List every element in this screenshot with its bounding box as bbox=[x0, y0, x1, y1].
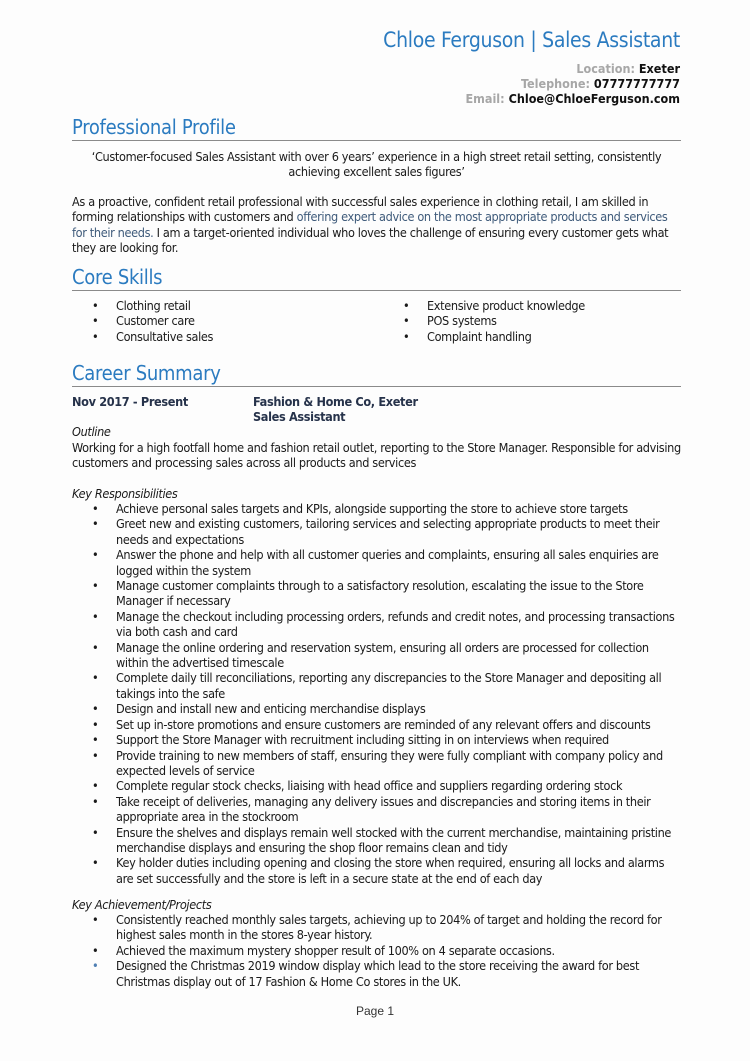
skills-list-left bbox=[72, 298, 372, 344]
outline-label: Outline bbox=[72, 424, 111, 439]
responsibility-item: • Provide training to new members of staff, ensuring they were fully compliant with company policy and expected levels of service bbox=[72, 748, 681, 779]
job-dates: Nov 2017 - Present bbox=[72, 394, 188, 409]
achievement-item: • Achieved the maximum mystery shopper result of 100% on 4 separate occasions. bbox=[72, 943, 681, 958]
responsibility-item: • Take receipt of deliveries, managing any delivery issues and discrepancies and storing items in their appropriate area in the stockroom bbox=[72, 794, 681, 825]
skill-item: • Complaint handling bbox=[383, 329, 683, 344]
page-number: Page 1 bbox=[355, 1004, 395, 1018]
section-heading-career: Career Summary bbox=[72, 361, 221, 385]
section-heading-profile: Professional Profile bbox=[72, 115, 236, 139]
document-title: Chloe Ferguson | Sales Assistant bbox=[383, 28, 680, 52]
section-divider bbox=[72, 140, 681, 141]
skill-item: • POS systems bbox=[383, 313, 683, 328]
telephone-line bbox=[521, 76, 680, 91]
job-outline: Working for a high footfall home and fashion retail outlet, reporting to the Store Manager. Responsible for advising customers and processing sales across all products and services bbox=[72, 440, 681, 471]
responsibility-item: • Greet new and existing customers, tailoring services and selecting appropriate products to meet their needs and expectations bbox=[72, 516, 681, 547]
skill-item: • Clothing retail bbox=[72, 298, 372, 313]
responsibility-item: • Ensure the shelves and displays remain well stocked with the current merchandise, maintaining pristine merchandise displays and ensuring the shop floor remains clean and tidy bbox=[72, 825, 681, 856]
responsibilities-list bbox=[72, 501, 681, 886]
achievements-label: Key Achievement/Projects bbox=[72, 897, 212, 912]
profile-quote-line: ‘Customer-focused Sales Assistant with over 6 years’ experience in a high street retail setting, consistently bbox=[91, 149, 662, 164]
responsibility-item: • Key holder duties including opening and closing the store when required, ensuring all locks and alarms are set successfully and the store is left in a secure state at the end of each day bbox=[72, 855, 681, 886]
responsibility-item: • Complete regular stock checks, liaising with head office and suppliers regarding ordering stock bbox=[72, 778, 681, 793]
skill-item: • Extensive product knowledge bbox=[383, 298, 683, 313]
location-label: Location: bbox=[576, 61, 635, 76]
responsibility-item: • Manage customer complaints through to a satisfactory resolution, escalating the issue to the Store Manager if necessary bbox=[72, 578, 681, 609]
achievements-list bbox=[72, 912, 681, 989]
responsibility-item: • Manage the checkout including processing orders, refunds and credit notes, and processing transactions via both cash and card bbox=[72, 609, 681, 640]
location-line bbox=[576, 61, 680, 76]
section-heading-skills: Core Skills bbox=[72, 265, 163, 289]
responsibility-item: • Set up in-store promotions and ensure customers are reminded of any relevant offers and discounts bbox=[72, 717, 681, 732]
responsibility-item: • Achieve personal sales targets and KPIs, alongside supporting the store to achieve store targets bbox=[72, 501, 681, 516]
profile-paragraph bbox=[72, 194, 681, 256]
profile-text: I am a target-oriented individual who loves the challenge of ensuring every customer gets what they are looking for. bbox=[72, 224, 669, 256]
section-divider bbox=[72, 386, 681, 387]
email-line bbox=[465, 91, 680, 106]
skill-item: • Consultative sales bbox=[72, 329, 372, 344]
email-label: Email: bbox=[465, 91, 505, 106]
telephone-value: 07777777777 bbox=[593, 76, 680, 91]
profile-quote bbox=[72, 149, 681, 180]
responsibility-item: • Complete daily till reconciliations, reporting any discrepancies to the Store Manager and depositing all takings into the safe bbox=[72, 670, 681, 701]
section-divider bbox=[72, 290, 681, 291]
responsibility-item: • Support the Store Manager with recruitment including sitting in on interviews when required bbox=[72, 732, 681, 747]
profile-highlight-text: offering expert advice on the most appropriate products and services for their needs. bbox=[72, 209, 668, 240]
job-role: Sales Assistant bbox=[253, 409, 346, 424]
email-value[interactable]: Chloe@ChloeFerguson.com bbox=[508, 91, 680, 106]
responsibility-item: • Manage the online ordering and reservation system, ensuring all orders are processed for collection within the advertised timescale bbox=[72, 640, 681, 671]
responsibilities-label: Key Responsibilities bbox=[72, 486, 178, 501]
achievement-item: • Designed the Christmas 2019 window display which lead to the store receiving the award for best Christmas display out of 17 Fashion & Home Co stores in the UK. bbox=[72, 958, 681, 989]
achievement-item: • Consistently reached monthly sales targets, achieving up to 204% of target and holding the record for highest sales month in the stores 8-year history. bbox=[72, 912, 681, 943]
responsibility-item: • Design and install new and enticing merchandise displays bbox=[72, 701, 681, 716]
profile-text: As a proactive, confident retail professional with successful sales experience in clothing retail, I am skilled in forming relationships with customers and bbox=[72, 194, 649, 225]
location-value: Exeter bbox=[638, 61, 680, 76]
skill-item: • Customer care bbox=[72, 313, 372, 328]
telephone-label: Telephone: bbox=[520, 76, 590, 91]
skills-list-right bbox=[383, 298, 683, 344]
profile-quote-line: achieving excellent sales figures’ bbox=[288, 164, 465, 180]
responsibility-item: • Answer the phone and help with all customer queries and complaints, ensuring all sales enquiries are logged within the system bbox=[72, 547, 681, 578]
job-employer: Fashion & Home Co, Exeter bbox=[253, 394, 418, 409]
